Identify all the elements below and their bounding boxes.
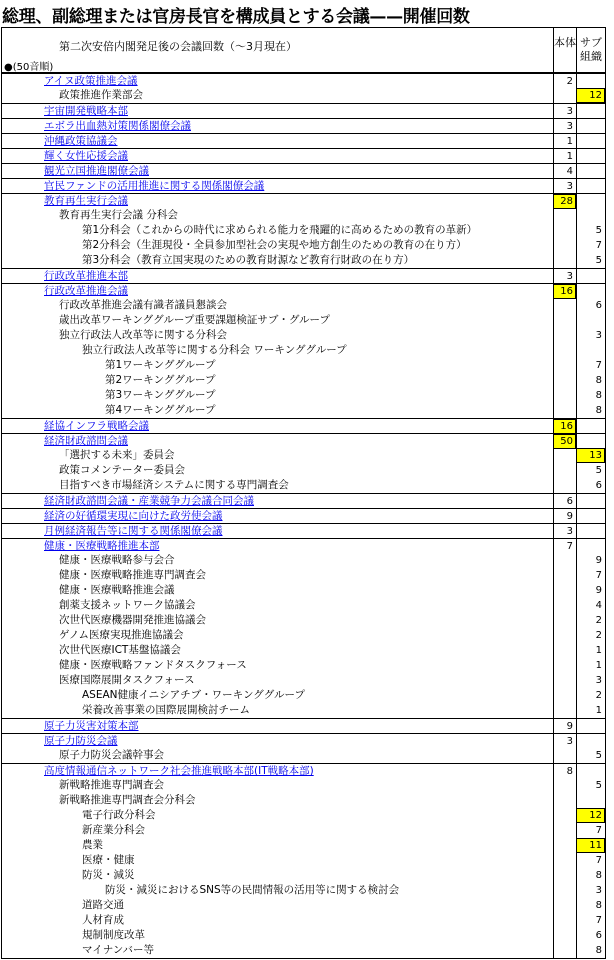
sub-meeting-label: 健康・医療戦略ファンドタスクフォース	[59, 659, 247, 671]
main-count-cell	[553, 898, 576, 913]
sub-meeting-label: 防災・減災におけるSNS等の民間情報の活用等に関する検討会	[105, 884, 400, 896]
sub-count-cell: 5	[576, 748, 605, 763]
main-count-cell	[553, 853, 576, 868]
sub-meeting-label: 第1分科会（これからの時代に求められる能力を飛躍的に高めるための教育の革新）	[82, 224, 478, 236]
meeting-link[interactable]: 経済財政諮問会議	[44, 435, 128, 447]
main-count-cell	[553, 688, 576, 703]
main-count-cell: 28	[553, 194, 576, 209]
sub-count-cell: 5	[576, 253, 605, 268]
sub-count-cell	[576, 793, 605, 808]
sub-count-cell: 7	[576, 823, 605, 838]
main-count-cell	[553, 628, 576, 643]
table-row	[2, 238, 605, 253]
sub-count-cell	[576, 179, 605, 194]
sub-meeting-label: 次世代医療ICT基盤協議会	[59, 644, 181, 656]
table-row	[2, 148, 605, 163]
sub-meeting-label: 教育再生実行会議 分科会	[59, 209, 178, 221]
sub-count-cell	[576, 119, 605, 134]
sub-count-cell	[576, 343, 605, 358]
main-count-cell	[553, 328, 576, 343]
sub-count-cell: 8	[576, 373, 605, 388]
table-row	[2, 358, 605, 373]
main-count-cell	[553, 598, 576, 613]
sub-count-cell: 12	[576, 88, 605, 103]
table-row	[2, 283, 605, 298]
main-count-cell	[553, 883, 576, 898]
table-row	[2, 388, 605, 403]
table-row	[2, 373, 605, 388]
main-count-cell	[553, 253, 576, 268]
sub-meeting-label: 健康・医療戦略参与会合	[59, 554, 175, 566]
table-row	[2, 193, 605, 208]
table-row	[2, 943, 605, 958]
table-row	[2, 538, 605, 553]
sub-count-cell: 3	[576, 883, 605, 898]
meeting-link[interactable]: 原子力防災会議	[44, 735, 118, 747]
sub-meeting-label: 道路交通	[82, 899, 124, 911]
main-count-cell: 1	[553, 134, 576, 149]
meeting-link[interactable]: 宇宙開発戦略本部	[44, 105, 128, 117]
main-count-cell: 8	[553, 764, 576, 779]
sub-count-cell	[576, 509, 605, 524]
table-row	[2, 553, 605, 568]
sub-meeting-label: 医療国際展開タスクフォース	[59, 674, 195, 686]
sub-count-cell: 8	[576, 403, 605, 418]
meeting-link[interactable]: 原子力災害対策本部	[44, 720, 139, 732]
sub-count-cell	[576, 284, 605, 299]
meeting-link[interactable]: アイヌ政策推進会議	[44, 75, 138, 87]
meeting-link[interactable]: エボラ出血熱対策関係閣僚会議	[44, 120, 191, 132]
sub-meeting-label: 第2分科会（生涯現役・全員参加型社会の実現や地方創生のための教育の在り方）	[82, 239, 467, 251]
sub-meeting-label: 歳出改革ワーキンググループ重要課題検証サブ・グループ	[59, 314, 331, 326]
main-count-cell: 3	[553, 104, 576, 119]
sub-count-cell	[576, 419, 605, 434]
table-row	[2, 823, 605, 838]
table-row	[2, 763, 605, 778]
sub-meeting-label: 第1ワーキンググループ	[105, 359, 216, 371]
meeting-link[interactable]: 観光立国推進閣僚会議	[44, 165, 149, 177]
table-row	[2, 583, 605, 598]
sub-meeting-label: 第2ワーキンググループ	[105, 374, 216, 386]
main-count-cell	[553, 208, 576, 223]
meetings-table	[1, 27, 606, 959]
sub-count-cell: 8	[576, 898, 605, 913]
main-count-cell: 4	[553, 164, 576, 179]
sub-count-cell: 6	[576, 928, 605, 943]
table-row	[2, 853, 605, 868]
sub-meeting-label: 「選択する未来」委員会	[59, 449, 175, 461]
sub-meeting-label: 次世代医療機器開発推進協議会	[59, 614, 206, 626]
sub-count-cell: 7	[576, 853, 605, 868]
sub-count-cell: 8	[576, 388, 605, 403]
table-row	[2, 613, 605, 628]
table-row	[2, 103, 605, 118]
main-count-cell: 7	[553, 539, 576, 554]
table-row	[2, 793, 605, 808]
sub-count-cell: 1	[576, 643, 605, 658]
meeting-link[interactable]: 行政改革推進本部	[44, 270, 128, 282]
main-count-cell: 2	[553, 74, 576, 89]
sub-meeting-label: 新戦略推進専門調査会分科会	[59, 794, 196, 806]
table-row	[2, 403, 605, 418]
table-body	[2, 73, 605, 958]
main-count-cell	[553, 808, 576, 823]
main-count-cell	[553, 838, 576, 853]
main-count-cell	[553, 823, 576, 838]
table-row	[2, 133, 605, 148]
meeting-link[interactable]: 高度情報通信ネットワーク社会推進戦略本部(IT戦略本部)	[44, 765, 314, 777]
sub-count-cell	[576, 164, 605, 179]
sub-meeting-label: ゲノム医療実現推進協議会	[59, 629, 184, 641]
sub-count-cell: 9	[576, 553, 605, 568]
sub-count-cell: 7	[576, 913, 605, 928]
col-sub-header: サブ組織	[576, 28, 605, 72]
sub-count-cell	[576, 194, 605, 209]
meeting-link[interactable]: 月例経済報告等に関する関係閣僚会議	[44, 525, 223, 537]
sub-count-cell: 6	[576, 298, 605, 313]
main-count-cell	[553, 238, 576, 253]
page-title: 総理、副総理または官房長官を構成員とする会議——開催回数	[2, 7, 470, 27]
table-row	[2, 448, 605, 463]
table-row	[2, 268, 605, 283]
sub-meeting-label: 電子行政分科会	[82, 809, 156, 821]
table-row	[2, 298, 605, 313]
sub-count-cell	[576, 313, 605, 328]
table-row	[2, 433, 605, 448]
sub-meeting-label: 農業	[82, 839, 103, 851]
main-count-cell: 50	[553, 434, 576, 449]
sub-count-cell	[576, 539, 605, 554]
sub-meeting-label: 防災・減災	[82, 869, 135, 881]
table-row	[2, 898, 605, 913]
table-row	[2, 463, 605, 478]
sub-count-cell: 13	[576, 448, 605, 463]
sub-meeting-label: 栄養改善事業の国際展開検討チーム	[82, 704, 250, 716]
sub-count-cell: 9	[576, 583, 605, 598]
sub-count-cell: 7	[576, 568, 605, 583]
sub-meeting-label: 原子力防災会議幹事会	[59, 749, 164, 761]
sub-meeting-label: 創薬支援ネットワーク協議会	[59, 599, 196, 611]
sub-meeting-label: ASEAN健康イニシアチブ・ワーキンググループ	[82, 689, 305, 701]
sub-meeting-label: マイナンバー等	[82, 944, 155, 956]
order-note: ●(50音順)	[4, 62, 54, 73]
main-count-cell	[553, 478, 576, 493]
sub-meeting-label: 目指すべき市場経済システムに関する専門調査会	[59, 479, 289, 491]
sub-count-cell: 7	[576, 358, 605, 373]
table-row	[2, 838, 605, 853]
table-row	[2, 883, 605, 898]
table-row	[2, 658, 605, 673]
table-row	[2, 523, 605, 538]
sub-meeting-label: 政策コメンテーター委員会	[59, 464, 185, 476]
sub-count-cell	[576, 149, 605, 164]
sub-meeting-label: 政策推進作業部会	[59, 89, 143, 101]
sub-count-cell: 5	[576, 223, 605, 238]
table-row	[2, 343, 605, 358]
sub-count-cell: 6	[576, 478, 605, 493]
main-count-cell	[553, 403, 576, 418]
table-row	[2, 478, 605, 493]
meeting-link[interactable]: 経済の好循環実現に向けた政労使会議	[44, 510, 223, 522]
table-header	[2, 28, 605, 73]
main-count-cell	[553, 223, 576, 238]
table-row	[2, 73, 605, 88]
sub-count-cell	[576, 524, 605, 539]
main-count-cell: 3	[553, 269, 576, 284]
main-count-cell	[553, 463, 576, 478]
main-count-cell	[553, 448, 576, 463]
table-row	[2, 568, 605, 583]
sub-count-cell: 1	[576, 703, 605, 718]
sub-count-cell	[576, 734, 605, 749]
main-count-cell	[553, 658, 576, 673]
sub-count-cell: 12	[576, 808, 605, 823]
sub-count-cell: 2	[576, 628, 605, 643]
main-count-cell	[553, 778, 576, 793]
sub-count-cell	[576, 764, 605, 779]
table-row	[2, 253, 605, 268]
sub-count-cell	[576, 494, 605, 509]
table-row	[2, 778, 605, 793]
sub-meeting-label: 新産業分科会	[82, 824, 145, 836]
main-count-cell: 9	[553, 509, 576, 524]
table-row	[2, 748, 605, 763]
main-count-cell	[553, 343, 576, 358]
sub-count-cell: 4	[576, 598, 605, 613]
meeting-link[interactable]: 経済財政諮問会議・産業競争力会議合同会議	[44, 495, 254, 507]
table-row	[2, 328, 605, 343]
table-row	[2, 178, 605, 193]
table-row	[2, 673, 605, 688]
sub-count-cell: 7	[576, 238, 605, 253]
sub-count-cell: 2	[576, 613, 605, 628]
main-count-cell	[553, 703, 576, 718]
main-count-cell: 3	[553, 524, 576, 539]
sub-count-cell	[576, 434, 605, 449]
sub-meeting-label: 行政改革推進会議有識者議員懇談会	[59, 299, 227, 311]
sub-meeting-label: 新戦略推進専門調査会	[59, 779, 164, 791]
table-row	[2, 733, 605, 748]
main-count-cell: 6	[553, 494, 576, 509]
sub-meeting-label: 規制制度改革	[82, 929, 145, 941]
table-row	[2, 643, 605, 658]
sub-count-cell	[576, 134, 605, 149]
sub-meeting-label: 独立行政法人改革等に関する分科会 ワーキンググループ	[82, 344, 347, 356]
table-row	[2, 628, 605, 643]
main-count-cell	[553, 568, 576, 583]
table-row	[2, 163, 605, 178]
meeting-link[interactable]: 行政改革推進会議	[44, 285, 128, 297]
table-row	[2, 313, 605, 328]
table-row	[2, 913, 605, 928]
table-row	[2, 493, 605, 508]
main-count-cell	[553, 88, 576, 103]
sub-count-cell: 8	[576, 943, 605, 958]
table-row	[2, 508, 605, 523]
table-row	[2, 688, 605, 703]
sub-count-cell	[576, 104, 605, 119]
main-count-cell	[553, 373, 576, 388]
table-row	[2, 88, 605, 103]
table-row	[2, 868, 605, 883]
header-caption: 第二次安倍内閣発足後の会議回数（〜3月現在）	[59, 40, 297, 53]
main-count-cell	[553, 613, 576, 628]
sub-count-cell	[576, 269, 605, 284]
table-row	[2, 808, 605, 823]
main-count-cell	[553, 298, 576, 313]
main-count-cell: 1	[553, 149, 576, 164]
sub-count-cell: 3	[576, 673, 605, 688]
main-count-cell	[553, 583, 576, 598]
main-count-cell: 3	[553, 734, 576, 749]
meeting-link[interactable]: 経協インフラ戦略会議	[44, 420, 149, 432]
table-row	[2, 928, 605, 943]
main-count-cell: 9	[553, 719, 576, 734]
sub-meeting-label: 人材育成	[82, 914, 124, 926]
sub-count-cell	[576, 719, 605, 734]
table-row	[2, 223, 605, 238]
main-count-cell	[553, 943, 576, 958]
main-count-cell	[553, 673, 576, 688]
main-count-cell	[553, 928, 576, 943]
sub-count-cell: 2	[576, 688, 605, 703]
main-count-cell	[553, 793, 576, 808]
main-count-cell	[553, 868, 576, 883]
sub-count-cell: 8	[576, 868, 605, 883]
meeting-link[interactable]: 沖縄政策協議会	[44, 135, 118, 147]
sub-meeting-label: 第3ワーキンググループ	[105, 389, 216, 401]
main-count-cell	[553, 748, 576, 763]
table-row	[2, 418, 605, 433]
main-count-cell: 3	[553, 119, 576, 134]
main-count-cell	[553, 913, 576, 928]
main-count-cell	[553, 358, 576, 373]
sub-count-cell	[576, 208, 605, 223]
sub-count-cell: 5	[576, 463, 605, 478]
meeting-link[interactable]: 輝く女性応援会議	[44, 150, 128, 162]
table-row	[2, 598, 605, 613]
main-count-cell	[553, 553, 576, 568]
table-row	[2, 208, 605, 223]
sub-meeting-label: 医療・健康	[82, 854, 135, 866]
table-row	[2, 718, 605, 733]
main-count-cell	[553, 313, 576, 328]
col-main-header: 本体	[553, 28, 576, 72]
sub-meeting-label: 独立行政法人改革等に関する分科会	[59, 329, 227, 341]
sub-meeting-label: 健康・医療戦略推進会議	[59, 584, 175, 596]
main-count-cell: 3	[553, 179, 576, 194]
table-row	[2, 703, 605, 718]
sub-meeting-label: 健康・医療戦略推進専門調査会	[59, 569, 206, 581]
sub-meeting-label: 第3分科会（教育立国実現のための教育財源など教育行財政の在り方）	[82, 254, 415, 266]
sub-count-cell: 3	[576, 328, 605, 343]
sub-count-cell: 1	[576, 658, 605, 673]
sub-meeting-label: 第4ワーキンググループ	[105, 404, 216, 416]
main-count-cell	[553, 388, 576, 403]
meeting-link[interactable]: 官民ファンドの活用推進に関する関係閣僚会議	[44, 180, 265, 192]
main-count-cell	[553, 643, 576, 658]
main-count-cell: 16	[553, 284, 576, 299]
sub-count-cell	[576, 74, 605, 89]
meeting-link[interactable]: 健康・医療戦略推進本部	[44, 540, 160, 552]
sub-count-cell: 5	[576, 778, 605, 793]
main-count-cell: 16	[553, 419, 576, 434]
meeting-link[interactable]: 教育再生実行会議	[44, 195, 128, 207]
sub-count-cell: 11	[576, 838, 605, 853]
table-row	[2, 118, 605, 133]
